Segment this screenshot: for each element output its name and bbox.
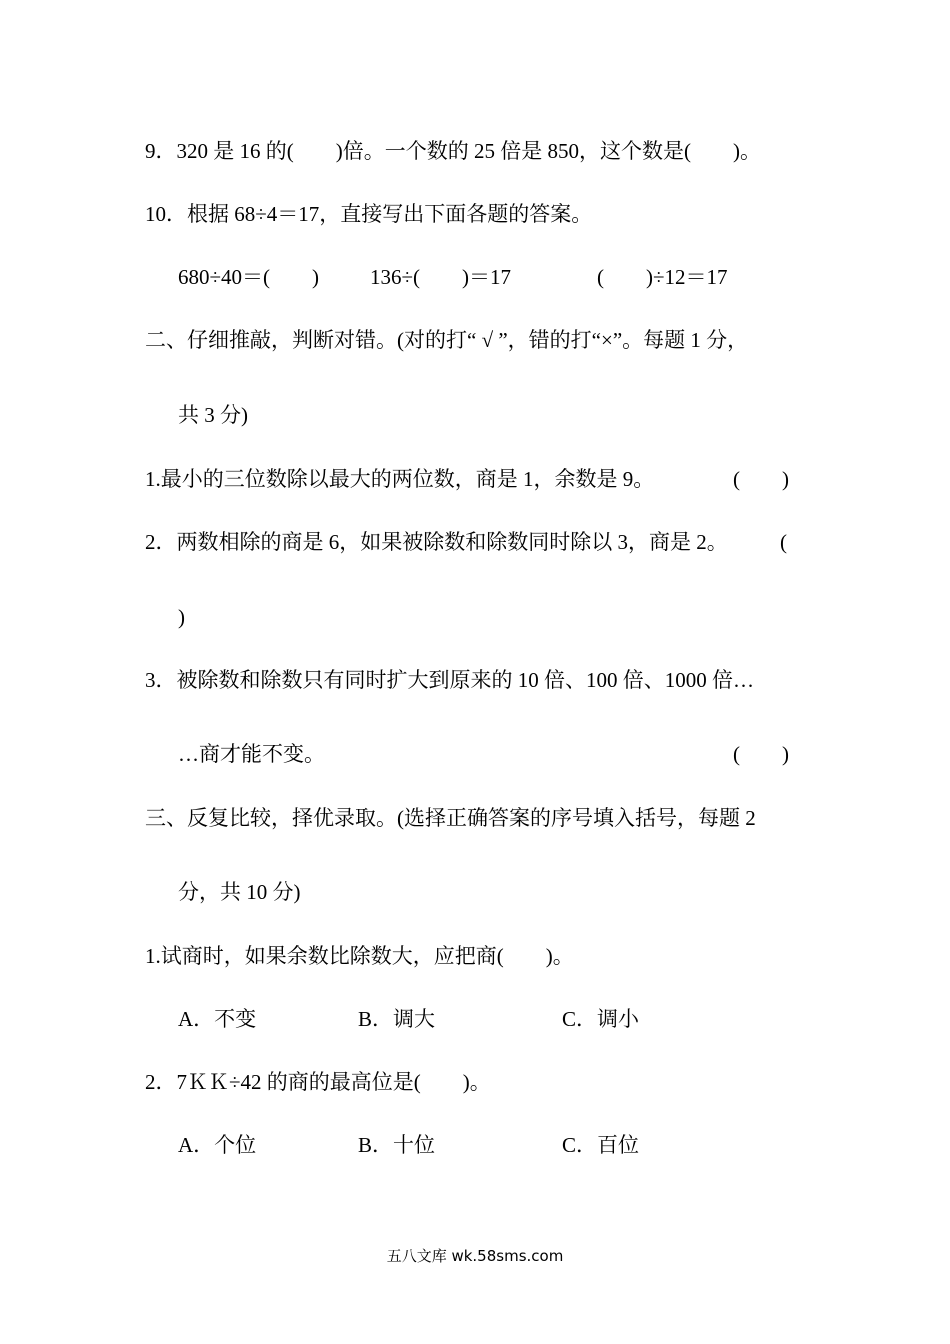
- section-3-title-cont: 分，共 10 分): [178, 880, 301, 904]
- judge-3-cont: …商才能不变。: [178, 742, 325, 766]
- judge-2-bracket-close: ): [178, 605, 185, 629]
- judge-1: 1.最小的三位数除以最大的两位数，商是 1，余数是 9。: [145, 467, 655, 491]
- q10-c: ( )÷12＝17: [597, 265, 728, 289]
- judge-2: 2．两数相除的商是 6，如果被除数和除数同时除以 3，商是 2。: [145, 530, 728, 554]
- choice-1: 1.试商时，如果余数比除数大，应把商( )。: [145, 944, 574, 968]
- judge-3: 3．被除数和除数只有同时扩大到原来的 10 倍、100 倍、1000 倍…: [145, 668, 754, 692]
- choice-1-c: C．调小: [562, 1007, 640, 1031]
- choice-2-b: B．十位: [358, 1133, 436, 1157]
- section-3-title: 三、反复比较，择优录取。(选择正确答案的序号填入括号，每题 2: [145, 806, 756, 830]
- judge-3-bracket: ( ): [733, 742, 789, 766]
- section-2-title: 二、仔细推敲，判断对错。(对的打“ √ ”，错的打“×”。每题 1 分，: [145, 328, 749, 352]
- judge-2-bracket-open: (: [780, 530, 787, 554]
- choice-2-c: C．百位: [562, 1133, 640, 1157]
- section-2-title-cont: 共 3 分): [178, 403, 248, 427]
- choice-1-a: A．不变: [178, 1007, 257, 1031]
- line-q9: 9．320 是 16 的( )倍。一个数的 25 倍是 850，这个数是( )。: [145, 139, 761, 163]
- choice-2: 2．7ＫＫ÷42 的商的最高位是( )。: [145, 1070, 491, 1094]
- line-q10: 10．根据 68÷4＝17，直接写出下面各题的答案。: [145, 202, 593, 226]
- footer-watermark: 五八文库 wk.58sms.com: [386, 1247, 564, 1265]
- choice-1-b: B．调大: [358, 1007, 436, 1031]
- q10-a: 680÷40＝( ): [178, 265, 320, 289]
- choice-2-a: A．个位: [178, 1133, 257, 1157]
- q10-b: 136÷( )＝17: [370, 265, 512, 289]
- judge-1-bracket: ( ): [733, 467, 789, 491]
